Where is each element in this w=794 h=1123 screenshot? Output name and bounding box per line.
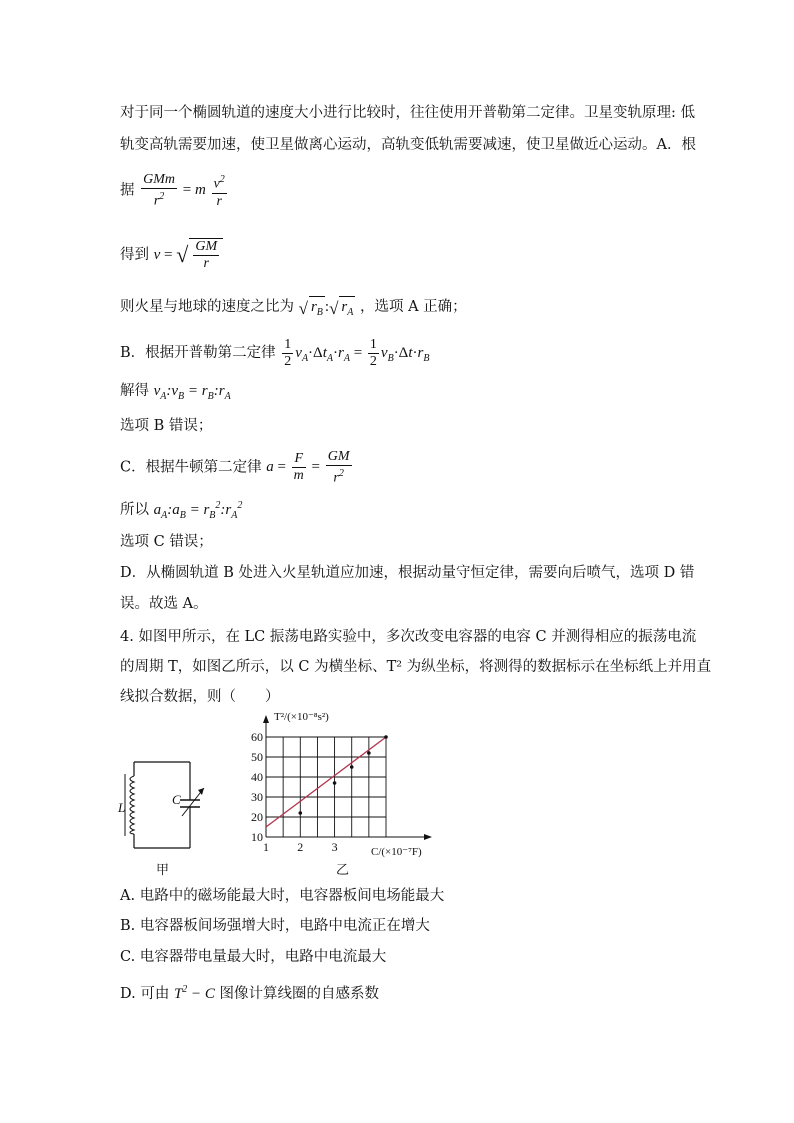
question-line-2: 的周期 T，如图乙所示，以 C 为横坐标、T² 为纵坐标，将测得的数据标示在坐标纸上并用直 [120, 659, 712, 675]
frac-den: r [216, 193, 222, 209]
y-tick-label: 50 [251, 750, 263, 764]
x-tick-label: 3 [331, 840, 338, 854]
equation-gravity: 据 $\frac{\text{GMm}}{r^2}$ = m $\frac{v^2}{r}$ [120, 172, 225, 209]
equation-aratio: 所以 $a_A:a_B$ = $r_B^2:r_A^2$ [120, 500, 243, 521]
label-L: L [118, 800, 126, 815]
text-line-ratio: 则火星与地球的速度之比为 √ $r_B$ :√ $r_A$ ，选项 A 正确； [120, 296, 467, 323]
data-point [384, 735, 388, 739]
eq-prefix: 解得 [120, 383, 149, 399]
frac-num: GM [195, 239, 218, 254]
x-tick-label: 1 [263, 840, 269, 854]
caption-jia: 甲 [156, 862, 170, 877]
text-line-2: 轨变高轨需要加速，使卫星做离心运动，高轨变低轨需要减速，使卫星做近心运动。A．根 [120, 137, 696, 153]
y-tick-label: 60 [251, 730, 263, 744]
text-line-c-wrong: 选项 C 错误； [120, 534, 213, 550]
option-letter: C. [120, 949, 136, 965]
question-line-1: 4. 如图甲所示，在 LC 振荡电路实验中，多次改变电容器的电容 C 并测得相应的振荡电流 [120, 629, 697, 645]
option-c[interactable] [120, 945, 386, 966]
x-axis-label: C/(×10⁻⁷F) [371, 846, 422, 858]
option-text-suffix: 图像计算线圈的自感系数 [219, 986, 380, 1002]
text-line-d1: D．从椭圆轨道 B 处进入火星轨道应加速，根据动量守恒定律，需要向后喷气，选项 D 错 [120, 565, 695, 581]
option-text-prefix: 可由 [140, 986, 170, 1002]
fit-line [266, 737, 386, 827]
option-d-formula: $T^2 - C$ [173, 984, 215, 1002]
option-letter: D. [120, 986, 136, 1002]
y-tick-label: 30 [251, 790, 263, 804]
y-axis-arrow [263, 715, 269, 723]
circuit-diagram [112, 740, 222, 880]
x-axis-arrow [424, 834, 432, 840]
frac-den: r [203, 256, 209, 271]
chart-t2-vs-c [240, 702, 440, 880]
text-line-1: 对于同一个椭圆轨道的速度大小进行比较时，往往使用开普勒第二定律。卫星变轨原理: 低 [120, 105, 695, 121]
y-tick-label: 10 [251, 830, 263, 844]
eq-prefix: 则火星与地球的速度之比为 [120, 299, 294, 315]
option-letter: A. [120, 888, 136, 904]
data-point [298, 811, 302, 815]
eq-prefix: C．根据牛顿第二定律 [120, 459, 262, 476]
frac-v2-r [212, 172, 227, 210]
option-b[interactable] [120, 914, 430, 935]
label-C: C [172, 792, 181, 807]
frac-num: GMm [143, 172, 175, 187]
text-line-b-wrong: 选项 B 错误； [120, 418, 213, 434]
data-point [367, 751, 371, 755]
frac-gm-r [193, 239, 219, 272]
caption-yi: 乙 [336, 862, 350, 877]
data-point [350, 765, 354, 769]
inductor-coil [130, 776, 134, 834]
frac-den: $r^2$ [153, 191, 165, 209]
equation-newton: C．根据牛顿第二定律 a = $\frac{F}{m}$ = $\frac{GM}{r^2}$ [120, 449, 350, 486]
eq-prefix: 所以 [120, 502, 149, 518]
question-line-3: 线拟合数据，则（ ） [120, 689, 280, 705]
eq-prefix: B．根据开普勒第二定律 [120, 344, 276, 361]
equation-velocity: 得到 v = √ $\frac{GM}{r}$ [120, 238, 223, 272]
option-a[interactable] [120, 884, 444, 905]
equation-vratio: 解得 $v_A:v_B$ = $r_B:r_A$ [120, 383, 231, 402]
y-axis-label: T²/(×10⁻⁸s²) [274, 711, 329, 723]
equation-kepler: B．根据开普勒第二定律 $\frac{1}{2}$ $v_A\cdot\Delta t_A\cdot r_A$ = $\frac{1}{2}$ $v_B\cdot\Delta t\cdot r_B$ [120, 337, 430, 369]
eq-prefix: 得到 [120, 246, 149, 263]
option-text: 电容器板间场强增大时，电路中电流正在增大 [139, 918, 430, 934]
option-text: 电路中的磁场能最大时，电容器板间电场能最大 [139, 888, 445, 904]
x-tick-label: 2 [297, 840, 304, 854]
eq-prefix: 据 [120, 182, 135, 199]
frac-num: $v^2$ [213, 174, 225, 192]
text-line-d2: 误。故选 A。 [120, 596, 208, 612]
eq-suffix: ，选项 A 正确； [359, 299, 467, 315]
option-letter: B. [120, 918, 136, 934]
y-tick-label: 40 [251, 770, 263, 784]
option-d[interactable] [120, 982, 379, 1003]
frac-gmm-r2 [141, 172, 177, 210]
option-text: 电容器带电量最大时，电路中电流最大 [139, 949, 387, 965]
y-tick-label: 20 [251, 810, 263, 824]
data-point [333, 781, 337, 785]
